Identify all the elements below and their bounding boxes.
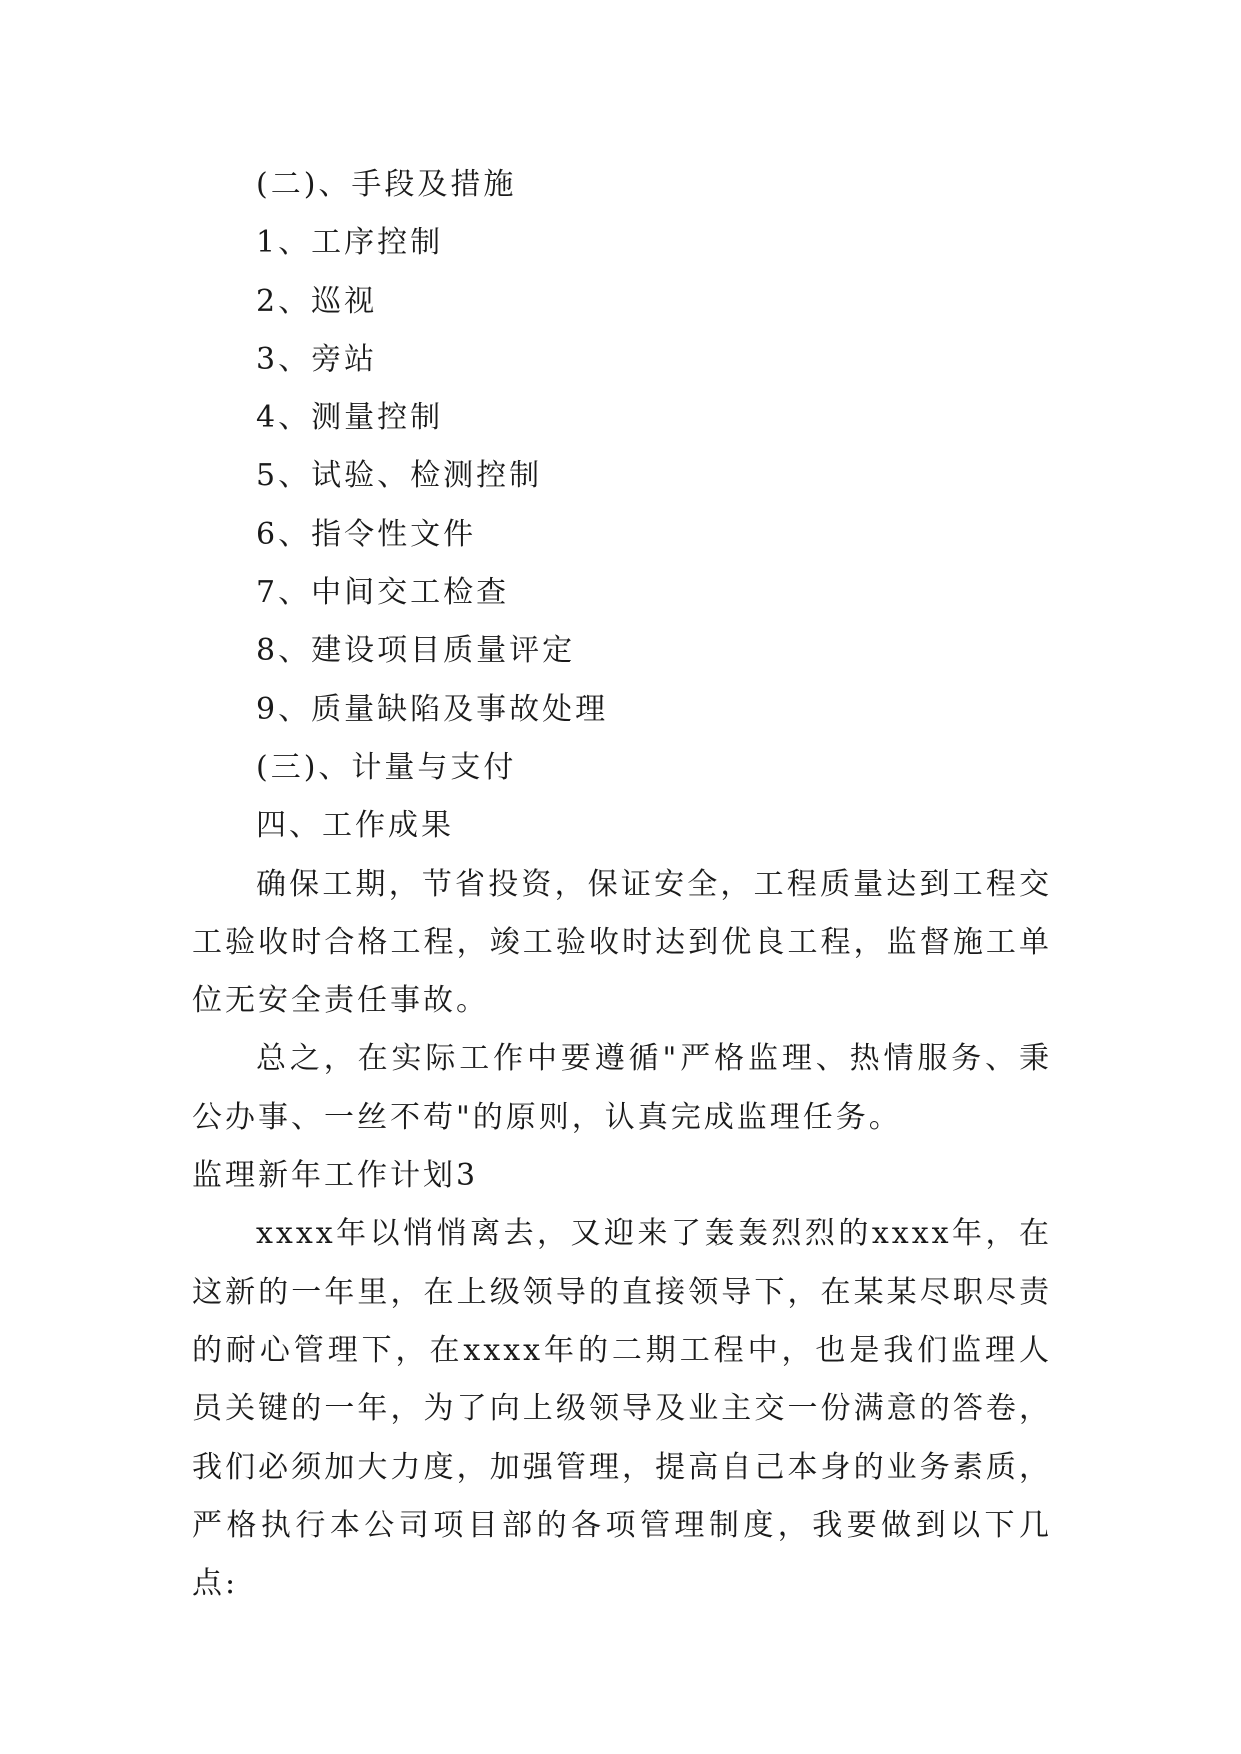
section-heading-results: 四、工作成果 [256,808,454,844]
list-item: 4、测量控制 [256,400,444,436]
heading-plan-3: 监理新年工作计划3 [192,1158,479,1194]
section-heading-payment: (三)、计量与支付 [256,749,517,785]
list-item: 8、建设项目质量评定 [256,633,576,669]
list-item: 6、指令性文件 [256,516,477,552]
list-item: 7、中间交工检查 [256,575,510,611]
list-item: 1、工序控制 [256,225,444,261]
document-body [192,156,1052,1613]
list-item: 3、旁站 [256,341,378,377]
list-item: 5、试验、检测控制 [256,458,543,494]
paragraph-summary: 总之，在实际工作中要遵循"严格监理、热情服务、秉公办事、一丝不苟"的原则，认真完成监理任务。 [192,1041,1052,1135]
list-item: 9、质量缺陷及事故处理 [256,691,609,727]
paragraph-results: 确保工期，节省投资，保证安全，工程质量达到工程交工验收时合格工程，竣工验收时达到优良工程，监督施工单位无安全责任事故。 [192,866,1052,1019]
list-item: 2、巡视 [256,283,378,319]
section-heading-means: (二)、手段及措施 [256,167,517,202]
paragraph-plan-3: xxxx年以悄悄离去，又迎来了轰轰烈烈的xxxx年，在这新的一年里，在上级领导的直接领导下，在某某尽职尽责的耐心管理下，在xxxx年的二期工程中，也是我们监理人员关键的一年，为了向上级领导及业主交一份满意的答卷，我们必须加大力度，加强管理，提高自己本身的业务素质，严格执行本公司项目部的各项管理制度，我要做到以下几点: [192,1216,1052,1602]
